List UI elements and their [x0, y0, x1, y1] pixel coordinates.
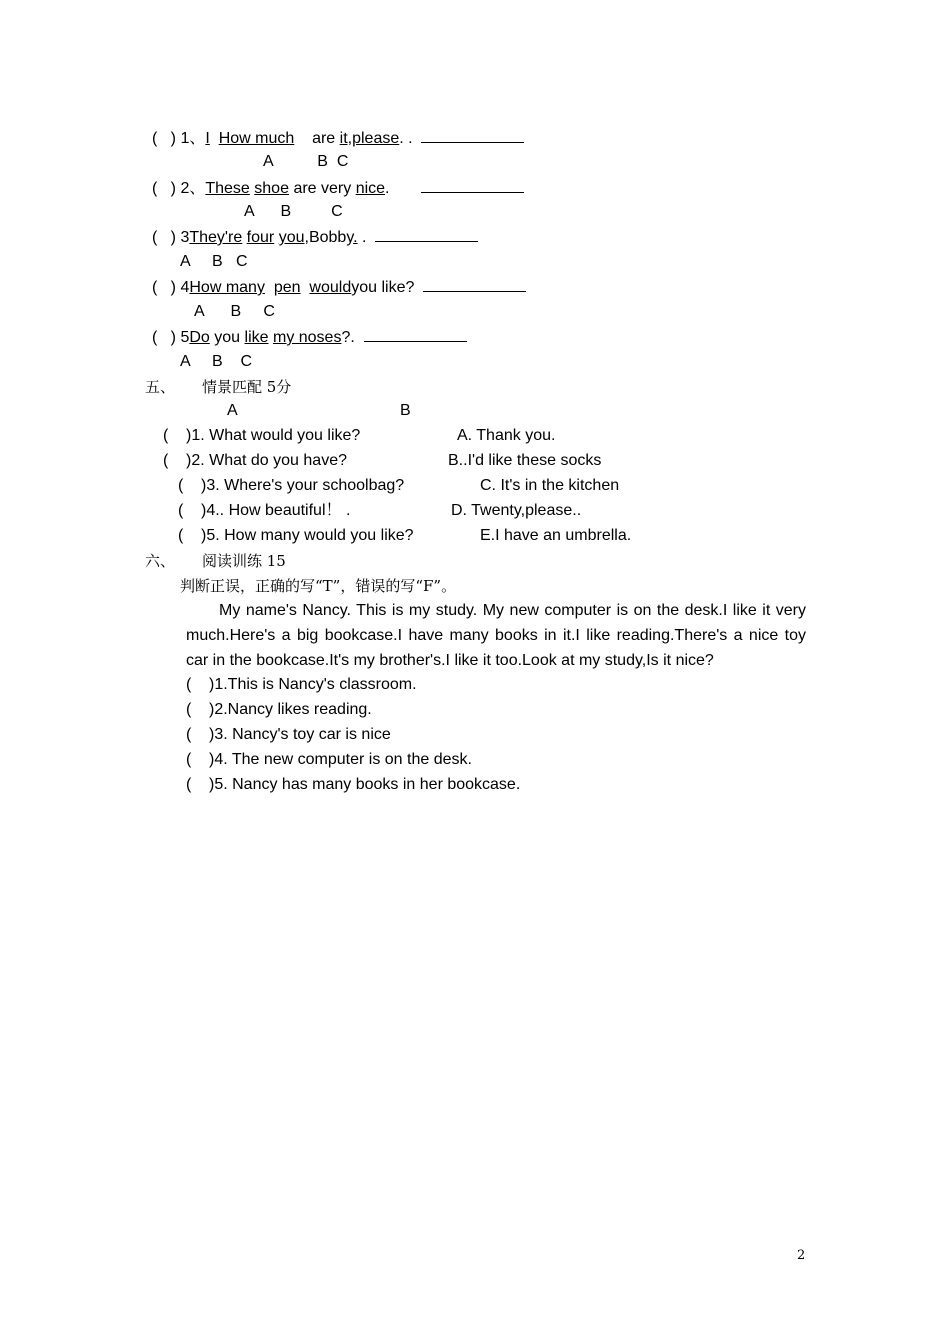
question-number: 2、 — [180, 180, 206, 197]
instruction: 判断正误，正确的写“T”，错误的写“F”。 — [180, 577, 457, 595]
letter-b: B — [230, 303, 242, 320]
text: ?. — [341, 329, 355, 346]
text: . — [353, 229, 358, 246]
letter-c: C — [336, 153, 349, 170]
letter-b: B — [212, 353, 223, 370]
text: . — [385, 180, 390, 197]
section6-heading: 阅读训练 15 — [202, 552, 286, 570]
question-4 — [152, 277, 526, 297]
letter-a: A — [180, 253, 190, 270]
question-number: 5 — [180, 329, 190, 346]
match-answer: B..I'd like these socks — [448, 452, 602, 469]
tf-paren[interactable]: ( — [186, 776, 192, 793]
letters-4 — [194, 302, 275, 322]
section5-heading-num: 五、 — [145, 378, 176, 396]
question-number: 3 — [180, 229, 190, 246]
section6-heading-num: 六、 — [145, 552, 176, 570]
text: you like? — [351, 279, 415, 296]
match-question: )3. Where's your schoolbag? — [201, 477, 405, 494]
option-a: How many — [189, 279, 265, 296]
tf-statement: )5. Nancy has many books in her bookcase. — [209, 776, 521, 793]
question-number: 4 — [180, 279, 190, 296]
answer-paren: ( ) — [152, 229, 176, 246]
page-number: 2 — [797, 1248, 806, 1263]
question-number: 1、 — [180, 130, 206, 147]
answer-blank[interactable] — [423, 277, 526, 292]
answer-blank[interactable] — [421, 178, 524, 193]
match-paren[interactable]: ( — [163, 452, 169, 469]
match-paren[interactable]: ( — [178, 477, 184, 494]
option-c: would — [309, 279, 352, 296]
letter-a: A — [263, 153, 273, 170]
answer-paren: ( ) — [152, 180, 176, 197]
tf-statement: )2.Nancy likes reading. — [209, 701, 372, 718]
option-b: shoe — [254, 180, 289, 197]
tf-paren[interactable]: ( — [186, 676, 192, 693]
question-2 — [152, 178, 524, 198]
letter-b: B — [317, 153, 328, 170]
letters-3 — [180, 252, 248, 272]
match-question: )4.. How beautiful！ . — [201, 502, 351, 519]
match-question: )2. What do you have? — [186, 452, 347, 469]
text: you — [214, 329, 241, 346]
option-a: These — [205, 180, 250, 197]
answer-blank[interactable] — [364, 327, 467, 342]
match-question: )1. What would you like? — [186, 427, 361, 444]
question-1 — [152, 128, 524, 148]
text: are very — [293, 180, 352, 197]
column-a-label: A — [227, 402, 238, 419]
letter-a: A — [194, 303, 204, 320]
letter-c: C — [263, 303, 275, 320]
tf-paren[interactable]: ( — [186, 751, 192, 768]
option-c: my noses — [272, 329, 342, 346]
column-b-label: B — [400, 402, 411, 419]
match-answer: D. Twenty,please.. — [451, 502, 582, 519]
match-answer: E.I have an umbrella. — [480, 527, 632, 544]
letter-a: A — [244, 203, 254, 220]
match-answer: A. Thank you. — [457, 427, 556, 444]
answer-paren: ( ) — [152, 130, 176, 147]
tf-statement: )4. The new computer is on the desk. — [209, 751, 472, 768]
letters-5 — [180, 352, 252, 372]
option-c: you — [278, 229, 305, 246]
answer-blank[interactable] — [375, 227, 478, 242]
letter-b: B — [280, 203, 292, 220]
tf-statement: )3. Nancy's toy car is nice — [209, 726, 391, 743]
match-question: )5. How many would you like? — [201, 527, 414, 544]
reading-passage: My name's Nancy. This is my study. My new computer is on the desk.I like it very much.Here's a big bookcase.I have many books in it.I like reading.There's a nice toy car in the bookcase.It's my brother's.I like it too.Look at my study,Is it nice? — [186, 602, 806, 669]
option-a: They're — [189, 229, 243, 246]
option-b: pen — [273, 279, 301, 296]
letters-2 — [244, 202, 343, 222]
text: ,Bobby — [304, 229, 354, 246]
match-answer: C. It's in the kitchen — [480, 477, 620, 494]
option-a: I — [205, 130, 210, 147]
answer-paren: ( ) — [152, 279, 176, 296]
letters-1 — [263, 152, 348, 172]
text: . . — [399, 130, 413, 147]
option-b: How much — [218, 130, 295, 147]
letter-b: B — [212, 253, 223, 270]
match-paren[interactable]: ( — [178, 502, 184, 519]
match-paren[interactable]: ( — [163, 427, 169, 444]
tf-statement: )1.This is Nancy's classroom. — [209, 676, 417, 693]
option-c: it,please — [339, 130, 400, 147]
answer-paren: ( ) — [152, 329, 176, 346]
option-b: four — [246, 229, 275, 246]
section5-heading: 情景匹配 5分 — [202, 378, 292, 396]
tf-paren[interactable]: ( — [186, 701, 192, 718]
option-b: like — [244, 329, 269, 346]
tf-paren[interactable]: ( — [186, 726, 192, 743]
match-paren[interactable]: ( — [178, 527, 184, 544]
text: are — [312, 130, 336, 147]
letter-c: C — [236, 253, 248, 270]
option-a: Do — [189, 329, 210, 346]
letter-c: C — [331, 203, 343, 220]
option-c: nice — [355, 180, 386, 197]
letter-c: C — [240, 353, 253, 370]
text: . — [357, 229, 367, 246]
letter-a: A — [180, 353, 190, 370]
answer-blank[interactable] — [421, 128, 524, 143]
question-3 — [152, 227, 478, 247]
question-5 — [152, 327, 467, 347]
